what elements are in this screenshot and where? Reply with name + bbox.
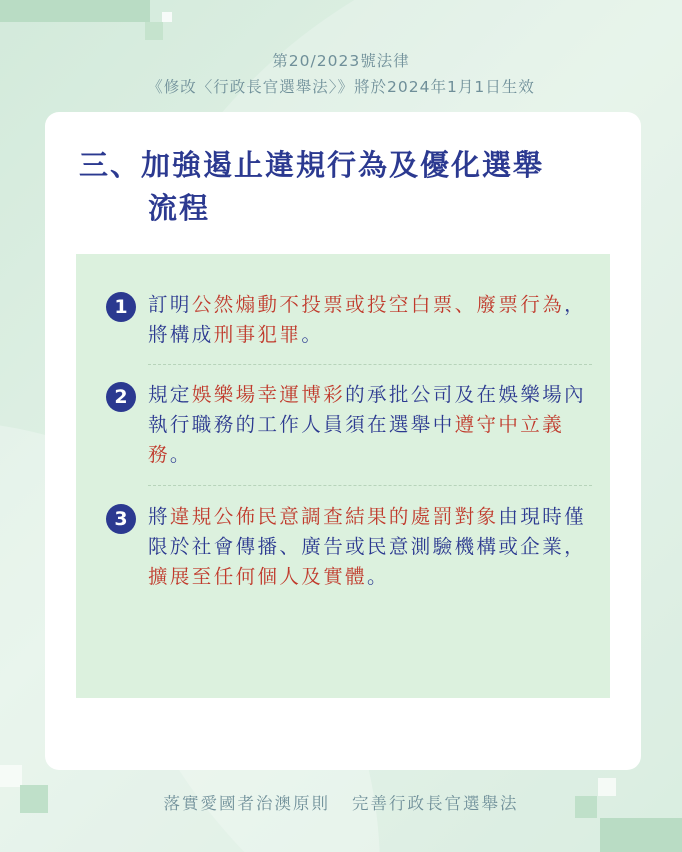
dashed-divider [148, 485, 592, 486]
section-title [79, 144, 619, 230]
highlight-segment: 娛樂場幸運博彩 [191, 383, 346, 406]
header-effective-date: 《修改〈行政長官選舉法〉》將於2024年1月1日生效 [147, 78, 535, 96]
decor-square [0, 0, 150, 22]
text-segment: 訂明 [148, 293, 192, 316]
section-title-line2: 流程 [148, 191, 211, 225]
text-segment: 。 [301, 323, 324, 346]
decor-square [0, 765, 22, 787]
item-text [148, 380, 594, 470]
decor-square [145, 22, 163, 40]
number-badge: 3 [106, 504, 136, 534]
number-badge: 1 [106, 292, 136, 322]
text-segment: 由現時僅限於社會傳播、廣告或民意測驗機構或企業， [148, 505, 587, 558]
content-card [45, 112, 641, 770]
page-footer [0, 790, 682, 814]
decor-square [600, 818, 682, 852]
text-segment: 規定 [148, 383, 192, 406]
item-text [148, 502, 594, 592]
highlight-segment: 公然煽動不投票或投空白票、廢票行為 [191, 293, 565, 316]
highlight-segment: 遵守中立義務 [148, 413, 565, 466]
text-segment: ，將構成 [148, 293, 587, 346]
footer-slogan-left: 落實愛國者治澳原則 [163, 794, 330, 813]
decor-square [162, 12, 172, 22]
text-segment: 將 [148, 505, 170, 528]
highlight-segment: 刑事犯罪 [213, 323, 302, 346]
page-header [0, 48, 682, 100]
text-segment: 。 [169, 443, 192, 466]
measures-panel [76, 254, 610, 698]
section-number: 三、 [79, 148, 142, 182]
highlight-segment: 違規公佈民意調查結果的處罰對象 [169, 505, 499, 528]
number-badge: 2 [106, 382, 136, 412]
header-law-number: 第20/2023號法律 [272, 52, 410, 70]
section-title-line1: 加強遏止違規行為及優化選舉 [141, 148, 545, 182]
item-text [148, 290, 594, 350]
dashed-divider [148, 364, 592, 365]
text-segment: 的承批公司及在娛樂場內執行職務的工作人員須在選舉中 [148, 383, 587, 436]
highlight-segment: 擴展至任何個人及實體 [148, 565, 368, 588]
footer-slogan-right: 完善行政長官選舉法 [352, 794, 519, 813]
text-segment: 。 [367, 565, 389, 588]
